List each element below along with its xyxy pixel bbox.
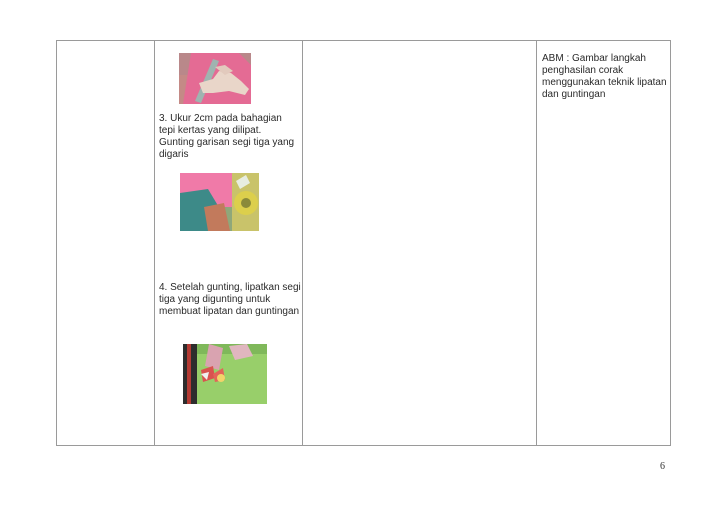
page-number: 6	[660, 461, 665, 472]
step-photo-scissors	[180, 173, 259, 231]
column-divider	[302, 41, 303, 445]
column-divider	[154, 41, 155, 445]
abm-text: ABM : Gambar langkah penghasilan corak menggunakan teknik lipatan dan guntingan	[542, 53, 667, 100]
step-photo-triangles	[183, 344, 267, 404]
step-3-text: 3. Ukur 2cm pada bahagian tepi kertas yang dilipat. Gunting garisan segi tiga yang digaris	[159, 113, 295, 160]
column-divider	[536, 41, 537, 445]
lesson-table	[56, 40, 671, 446]
step-photo-ruler	[179, 53, 251, 104]
step-4-text: 4. Setelah gunting, lipatkan segi tiga yang digunting untuk membuat lipatan dan guntingan	[159, 282, 301, 317]
